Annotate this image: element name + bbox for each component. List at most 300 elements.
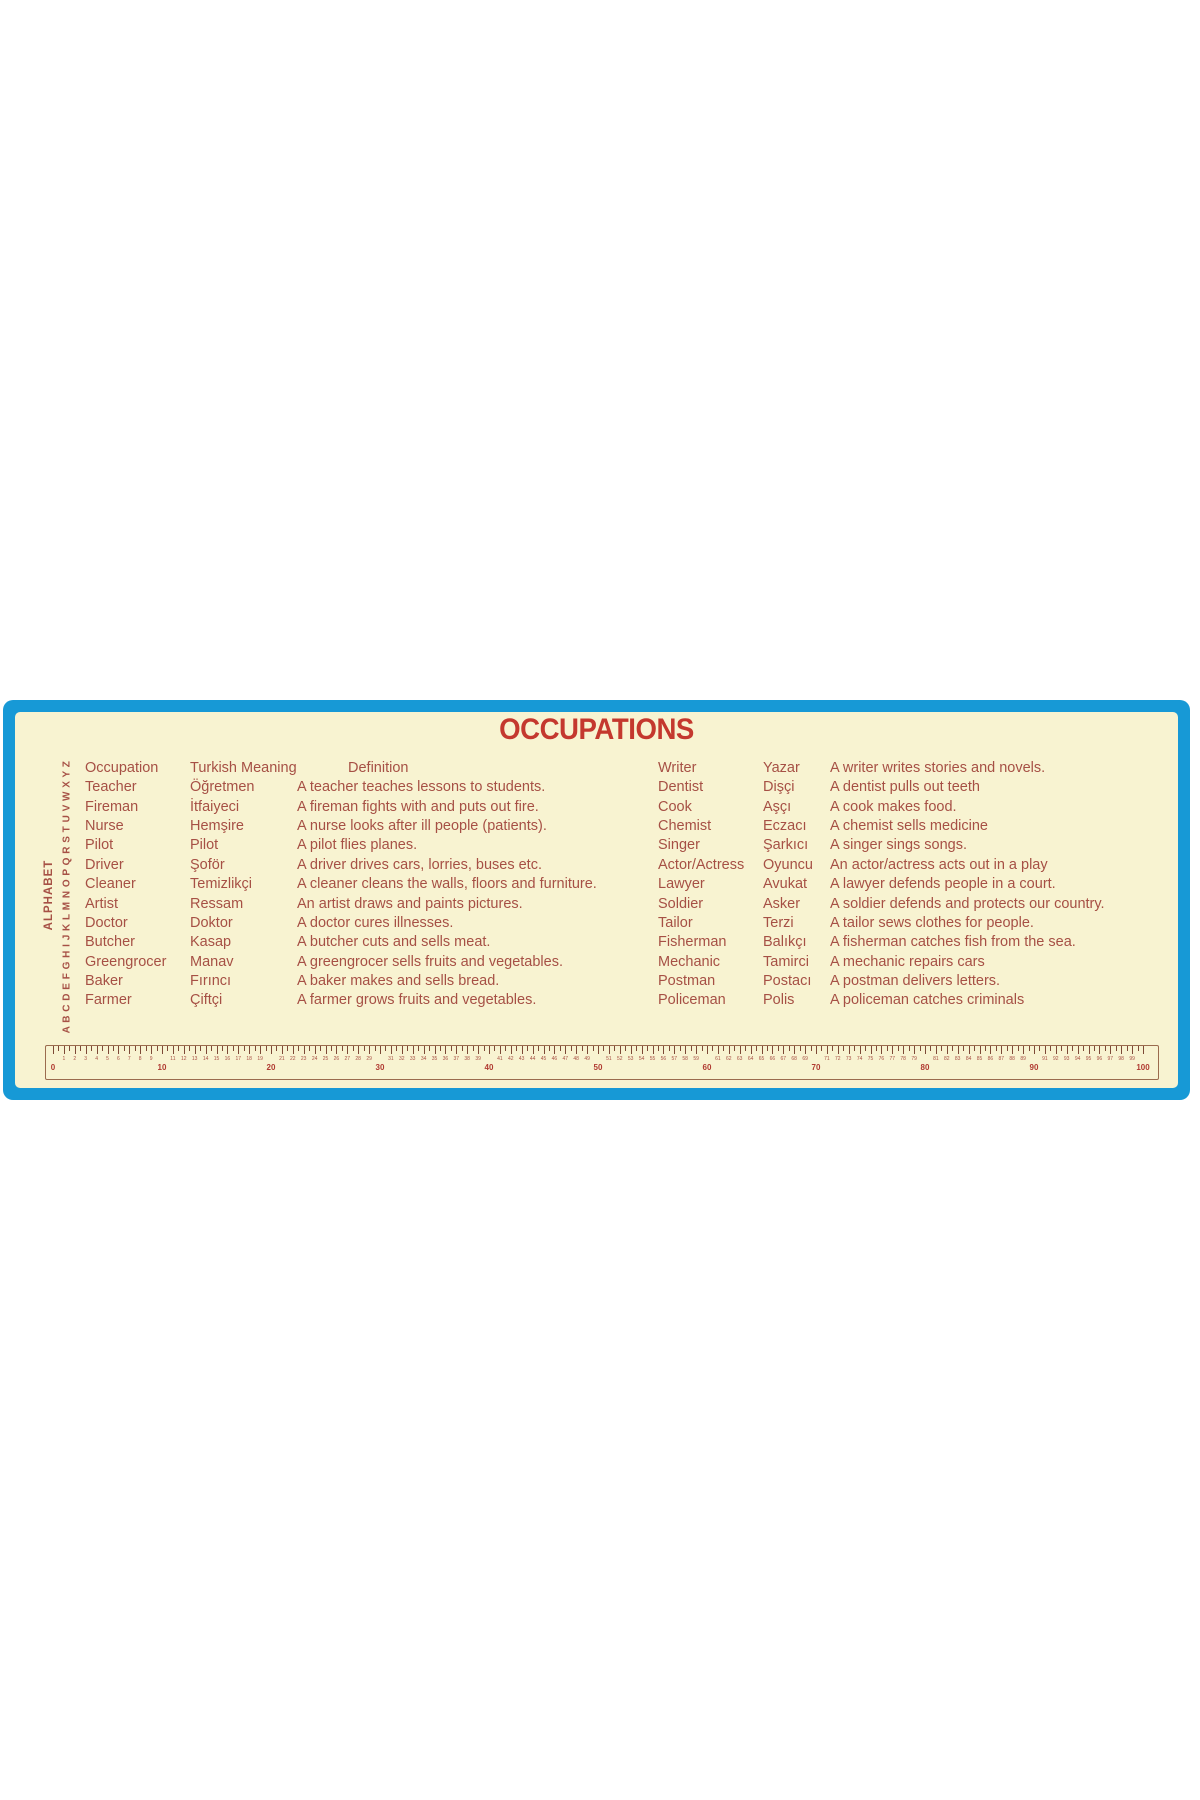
ruler-tick: [1061, 1046, 1062, 1051]
ruler-major-number: 50: [593, 1063, 603, 1072]
ruler-tick: [80, 1046, 81, 1051]
ruler-tick: [603, 1046, 604, 1051]
ruler-tick: [958, 1046, 959, 1054]
ruler-tick: [576, 1046, 577, 1054]
occupation-header: Occupation: [85, 760, 159, 776]
meaning-cell: Kasap: [190, 934, 232, 951]
ruler-minor-number: 21: [279, 1056, 285, 1062]
occupation-cell: Cleaner: [85, 876, 136, 893]
ruler-major-number: 100: [1136, 1063, 1150, 1072]
ruler-tick: [538, 1046, 539, 1051]
ruler-tick: [772, 1046, 773, 1054]
ruler-tick: [358, 1046, 359, 1054]
ruler-minor-number: 2: [73, 1056, 77, 1062]
ruler-tick: [751, 1046, 752, 1054]
meaning-cell: Oyuncu: [763, 856, 813, 873]
definition-cell: A doctor cures illnesses.: [297, 914, 454, 931]
ruler-minor-number: 97: [1107, 1056, 1114, 1062]
ruler-tick: [1029, 1046, 1030, 1051]
ruler-tick: [969, 1046, 970, 1054]
ruler-tick: [1034, 1046, 1035, 1054]
ruler-minor-number: 22: [290, 1056, 296, 1062]
ruler-minor-number: 61: [715, 1056, 721, 1062]
ruler-tick: [217, 1046, 218, 1054]
ruler-tick: [598, 1046, 599, 1054]
ruler-minor-number: 33: [409, 1056, 416, 1062]
ruler-minor-number: 35: [431, 1056, 438, 1062]
ruler-tick: [151, 1046, 152, 1054]
meaning-cell: Manav: [190, 953, 234, 970]
ruler-tick: [75, 1046, 76, 1054]
ruler-tick: [1045, 1046, 1046, 1054]
ruler-minor-number: 41: [497, 1056, 503, 1062]
ruler-tick: [424, 1046, 425, 1054]
ruler-minor-number: 85: [976, 1056, 983, 1062]
ruler-tick: [936, 1046, 937, 1054]
ruler-tick: [326, 1046, 327, 1054]
ruler-tick: [227, 1046, 228, 1054]
ruler-tick: [729, 1046, 730, 1054]
meaning-cell: Hemşire: [190, 818, 244, 835]
occupation-cell: Butcher: [85, 934, 135, 951]
ruler-minor-number: 79: [911, 1056, 917, 1062]
ruler-minor-number: 53: [627, 1056, 634, 1062]
ruler-tick: [178, 1046, 179, 1051]
definition-cell: A fisherman catches fish from the sea.: [830, 934, 1076, 951]
ruler-tick: [1007, 1046, 1008, 1051]
ruler-tick: [304, 1046, 305, 1054]
meaning-cell: Balıkçı: [763, 934, 807, 951]
ruler-tick: [990, 1046, 991, 1054]
ruler-tick: [712, 1046, 713, 1051]
ruler-tick: [849, 1046, 850, 1054]
ruler-tick: [1127, 1046, 1128, 1051]
occupation-cell: Mechanic: [658, 953, 721, 970]
occupation-cell: Teacher: [85, 779, 137, 796]
ruler-tick: [762, 1046, 763, 1054]
ruler-minor-number: 15: [213, 1056, 220, 1062]
ruler-tick: [97, 1046, 98, 1054]
meaning-cell: Aşçı: [763, 798, 792, 815]
ruler-tick: [140, 1046, 141, 1054]
ruler-minor-number: 75: [867, 1056, 874, 1062]
ruler-tick: [129, 1046, 130, 1054]
vocab-row: [658, 933, 1178, 952]
vocab-row: [85, 856, 708, 875]
ruler-tick: [418, 1046, 419, 1051]
meaning-cell: Temizlikçi: [190, 876, 253, 893]
ruler-tick: [887, 1046, 888, 1051]
ruler-tick: [200, 1046, 201, 1051]
ruler-minor-number: 69: [802, 1056, 808, 1062]
ruler-tick: [865, 1046, 866, 1051]
definition-cell: A nurse looks after ill people (patients).: [297, 818, 547, 835]
ruler-minor-number: 6: [117, 1056, 120, 1062]
ruler-minor-number: 31: [388, 1056, 394, 1062]
ruler-tick: [620, 1046, 621, 1054]
ruler-tick: [385, 1046, 386, 1051]
ruler-minor-number: 4: [95, 1056, 98, 1062]
ruler-minor-number: 24: [311, 1056, 318, 1062]
occupation-cell: Cook: [658, 798, 692, 815]
ruler-tick: [642, 1046, 643, 1054]
ruler-minor-number: 76: [878, 1056, 885, 1062]
ruler-tick: [718, 1046, 719, 1054]
ruler-tick: [930, 1046, 931, 1051]
ruler-tick: [255, 1046, 256, 1051]
ruler-minor-number: 18: [246, 1056, 252, 1062]
ruler-tick: [740, 1046, 741, 1054]
ruler-minor-number: 25: [322, 1056, 329, 1062]
ruler-tick: [1083, 1046, 1084, 1051]
ruler-minor-number: 91: [1042, 1056, 1048, 1062]
ruler-minor-number: 89: [1020, 1056, 1026, 1062]
meaning-cell: Avukat: [763, 876, 808, 893]
ruler-tick: [881, 1046, 882, 1054]
ruler-tick: [680, 1046, 681, 1051]
ruler-tick: [963, 1046, 964, 1051]
definition-cell: A driver drives cars, lorries, buses etc.: [297, 856, 542, 873]
ruler-tick: [489, 1046, 490, 1054]
ruler-tick: [783, 1046, 784, 1054]
ruler-tick: [1072, 1046, 1073, 1051]
occupation-cell: Actor/Actress: [658, 856, 745, 873]
ruler-tick: [287, 1046, 288, 1051]
ruler-tick: [914, 1046, 915, 1054]
ruler-major-number: 60: [702, 1063, 712, 1072]
ruler-minor-number: 74: [856, 1056, 863, 1062]
ruler-tick: [391, 1046, 392, 1054]
ruler-minor-number: 86: [987, 1056, 994, 1062]
ruler-tick: [244, 1046, 245, 1051]
meaning-cell: Yazar: [763, 760, 800, 776]
ruler-tick: [707, 1046, 708, 1054]
ruler-minor-number: 14: [202, 1056, 209, 1062]
definition-cell: A policeman catches criminals: [830, 992, 1025, 1009]
ruler-tick: [533, 1046, 534, 1054]
ruler-tick: [1138, 1046, 1139, 1051]
ruler-tick: [69, 1046, 70, 1051]
ruler-major-number: 10: [157, 1063, 167, 1072]
ruler-minor-number: 3: [84, 1056, 88, 1062]
ruler-tick: [1099, 1046, 1100, 1054]
definition-cell: A mechanic repairs cars: [830, 953, 985, 970]
ruler-tick: [1089, 1046, 1090, 1054]
blue-frame: [3, 700, 1190, 1100]
ruler-minor-number: 16: [224, 1056, 231, 1062]
vocab-table-right: [658, 759, 1178, 1011]
ruler-tick: [271, 1046, 272, 1054]
ruler-tick: [494, 1046, 495, 1051]
ruler-tick: [64, 1046, 65, 1054]
vocab-row: [85, 914, 708, 933]
definition-cell: A cook makes food.: [830, 798, 957, 815]
definition-cell: An actor/actress acts out in a play: [830, 856, 1048, 873]
ruler-tick: [636, 1046, 637, 1051]
vocab-row: [85, 972, 708, 991]
ruler-tick: [407, 1046, 408, 1051]
ruler-tick: [860, 1046, 861, 1054]
ruler-tick: [647, 1046, 648, 1051]
ruler-tick: [456, 1046, 457, 1054]
ruler-minor-number: 47: [562, 1056, 569, 1062]
ruler-tick: [920, 1046, 921, 1051]
definition-cell: A baker makes and sells bread.: [297, 972, 500, 989]
meaning-header: Turkish Meaning: [190, 760, 297, 776]
ruler-minor-number: 36: [442, 1056, 449, 1062]
ruler-tick: [1023, 1046, 1024, 1054]
ruler-tick: [794, 1046, 795, 1054]
ruler-tick: [544, 1046, 545, 1054]
ruler-minor-number: 48: [573, 1056, 579, 1062]
occupation-cell: Chemist: [658, 818, 712, 835]
vocab-rows-right: [658, 759, 1178, 1011]
ruler-tick: [1056, 1046, 1057, 1054]
ruler-minor-number: 59: [693, 1056, 699, 1062]
ruler-tick: [691, 1046, 692, 1051]
ruler-tick: [789, 1046, 790, 1051]
occupation-cell: Writer: [658, 760, 697, 776]
ruler-tick: [233, 1046, 234, 1051]
ruler-tick: [266, 1046, 267, 1051]
ruler-tick: [364, 1046, 365, 1051]
meaning-cell: Terzi: [763, 914, 794, 931]
vocab-row: [85, 933, 708, 952]
occupation-cell: Greengrocer: [85, 953, 167, 970]
ruler-tick: [396, 1046, 397, 1051]
ruler-tick: [1078, 1046, 1079, 1054]
definition-cell: A farmer grows fruits and vegetables.: [297, 992, 537, 1009]
ruler-minor-number: 58: [682, 1056, 688, 1062]
ruler-tick: [871, 1046, 872, 1054]
ruler-major-number: 40: [484, 1063, 494, 1072]
ruler-major-number: 70: [811, 1063, 821, 1072]
ruler-tick: [832, 1046, 833, 1051]
ruler-minor-number: 54: [638, 1056, 645, 1062]
ruler-major-number: 20: [266, 1063, 276, 1072]
ruler-tick: [211, 1046, 212, 1051]
ruler-tick: [260, 1046, 261, 1054]
ruler-tick: [157, 1046, 158, 1051]
meaning-cell: Şoför: [190, 856, 225, 873]
ruler-minor-number: 96: [1096, 1056, 1103, 1062]
ruler-tick: [827, 1046, 828, 1054]
ruler-tick: [298, 1046, 299, 1051]
ruler-tick: [980, 1046, 981, 1054]
occupation-cell: Lawyer: [658, 876, 705, 893]
vocab-header-row: [85, 759, 708, 778]
ruler-tick: [462, 1046, 463, 1051]
ruler-major-number: 80: [920, 1063, 930, 1072]
ruler-tick: [380, 1046, 381, 1054]
occupation-cell: Farmer: [85, 992, 132, 1009]
poster-title: OCCUPATIONS: [499, 713, 694, 746]
ruler-tick: [249, 1046, 250, 1054]
ruler-tick: [102, 1046, 103, 1051]
ruler-tick: [702, 1046, 703, 1051]
vocab-row: [658, 817, 1178, 836]
ruler-tick: [369, 1046, 370, 1054]
ruler-tick: [674, 1046, 675, 1054]
vocab-row: [85, 953, 708, 972]
vocab-table-left: [85, 759, 708, 1011]
ruler-tick: [206, 1046, 207, 1054]
ruler-tick: [996, 1046, 997, 1051]
ruler-tick: [238, 1046, 239, 1054]
ruler-minor-number: 71: [824, 1056, 830, 1062]
ruler-tick: [1116, 1046, 1117, 1051]
ruler-minor-number: 28: [355, 1056, 361, 1062]
ruler-tick: [309, 1046, 310, 1051]
ruler-tick: [800, 1046, 801, 1051]
ruler-tick: [767, 1046, 768, 1051]
definition-cell: A pilot flies planes.: [297, 837, 418, 854]
ruler-tick: [631, 1046, 632, 1054]
occupation-cell: Policeman: [658, 992, 726, 1009]
definition-cell: A lawyer defends people in a court.: [830, 876, 1056, 893]
ruler-tick: [353, 1046, 354, 1051]
definition-cell: A butcher cuts and sells meat.: [297, 934, 491, 951]
ruler-major-number: 0: [50, 1063, 56, 1072]
ruler-tick: [560, 1046, 561, 1051]
meaning-cell: Asker: [763, 895, 801, 912]
ruler-tick: [554, 1046, 555, 1054]
ruler-tick: [658, 1046, 659, 1051]
occupation-cell: Doctor: [85, 914, 128, 931]
meaning-cell: Postacı: [763, 972, 812, 989]
ruler-minor-number: 39: [475, 1056, 481, 1062]
definition-cell: An artist draws and paints pictures.: [297, 895, 523, 912]
occupation-cell: Pilot: [85, 837, 114, 854]
ruler-tick: [86, 1046, 87, 1054]
ruler-tick: [892, 1046, 893, 1054]
meaning-cell: Tamirci: [763, 953, 809, 970]
ruler-tick: [745, 1046, 746, 1051]
ruler-minor-number: 82: [944, 1056, 950, 1062]
occupation-cell: Baker: [85, 972, 123, 989]
ruler-tick: [1110, 1046, 1111, 1054]
definition-cell: A greengrocer sells fruits and vegetables.: [297, 953, 563, 970]
ruler-minor-number: 37: [453, 1056, 460, 1062]
vocab-row: [658, 836, 1178, 855]
ruler-minor-number: 43: [518, 1056, 525, 1062]
ruler-tick: [685, 1046, 686, 1054]
vocab-row: [658, 895, 1178, 914]
vocab-row: [658, 759, 1178, 778]
ruler-minor-number: 57: [671, 1056, 678, 1062]
ruler-tick: [778, 1046, 779, 1051]
ruler-tick: [473, 1046, 474, 1051]
ruler-minor-number: 65: [758, 1056, 765, 1062]
ruler-tick: [435, 1046, 436, 1054]
ruler-tick: [293, 1046, 294, 1054]
ruler-tick: [184, 1046, 185, 1054]
ruler-tick: [342, 1046, 343, 1051]
ruler-tick: [511, 1046, 512, 1054]
ruler-minor-number: 94: [1074, 1056, 1081, 1062]
ruler-tick: [108, 1046, 109, 1054]
meaning-cell: Öğretmen: [190, 779, 255, 796]
ruler-minor-number: 55: [649, 1056, 656, 1062]
ruler-minor-number: 7: [127, 1056, 131, 1062]
ruler-minor-number: 73: [845, 1056, 852, 1062]
ruler-tick: [876, 1046, 877, 1051]
ruler-tick: [445, 1046, 446, 1054]
alphabet-label: ALPHABET: [43, 859, 55, 931]
ruler-tick: [903, 1046, 904, 1054]
definition-cell: A fireman fights with and puts out fire.: [297, 798, 539, 815]
ruler-tick: [1094, 1046, 1095, 1051]
meaning-cell: Pilot: [190, 837, 219, 854]
ruler-tick: [816, 1046, 817, 1054]
ruler-minor-number: 49: [584, 1056, 590, 1062]
ruler-tick: [985, 1046, 986, 1051]
ruler-minor-number: 29: [366, 1056, 372, 1062]
ruler-tick: [669, 1046, 670, 1051]
ruler-tick: [522, 1046, 523, 1054]
ruler-tick: [413, 1046, 414, 1054]
vocab-row: [658, 953, 1178, 972]
ruler-tick: [173, 1046, 174, 1054]
ruler-tick: [1105, 1046, 1106, 1051]
ruler-tick: [282, 1046, 283, 1054]
ruler-tick: [58, 1046, 59, 1051]
ruler-tick: [571, 1046, 572, 1051]
vocab-row: [85, 798, 708, 817]
vocab-row: [658, 778, 1178, 797]
ruler-minor-number: 19: [257, 1056, 263, 1062]
ruler-tick: [1121, 1046, 1122, 1054]
definition-cell: A dentist pulls out teeth: [830, 779, 980, 796]
ruler-tick: [124, 1046, 125, 1051]
definition-cell: A tailor sews clothes for people.: [830, 914, 1034, 931]
vocab-row: [658, 972, 1178, 991]
ruler-major-number: 30: [375, 1063, 385, 1072]
ruler-tick: [451, 1046, 452, 1051]
ruler-tick: [734, 1046, 735, 1051]
definition-header: Definition: [348, 760, 409, 776]
ruler-minor-number: 51: [606, 1056, 612, 1062]
ruler-tick: [811, 1046, 812, 1051]
ruler-minor-number: 9: [149, 1056, 153, 1062]
ruler-minor-number: 84: [965, 1056, 972, 1062]
meaning-cell: Fırıncı: [190, 972, 232, 989]
ruler-tick: [276, 1046, 277, 1051]
ruler-tick: [1132, 1046, 1133, 1054]
ruler-minor-number: 99: [1129, 1056, 1135, 1062]
ruler-minor-number: 23: [300, 1056, 307, 1062]
occupation-cell: Fisherman: [658, 934, 727, 951]
occupation-cell: Singer: [658, 837, 700, 854]
ruler-tick: [925, 1046, 926, 1054]
ruler-minor-number: 98: [1118, 1056, 1124, 1062]
ruler-tick: [1001, 1046, 1002, 1054]
meaning-cell: İtfaiyeci: [190, 798, 240, 815]
ruler-tick: [429, 1046, 430, 1051]
definition-cell: A teacher teaches lessons to students.: [297, 779, 546, 796]
vocab-row: [85, 991, 708, 1010]
ruler-tick: [440, 1046, 441, 1051]
ruler-tick: [805, 1046, 806, 1054]
meaning-cell: Çiftçi: [190, 992, 223, 1009]
ruler-minor-number: 13: [191, 1056, 198, 1062]
ruler-minor-number: 83: [954, 1056, 961, 1062]
ruler-tick: [118, 1046, 119, 1054]
definition-cell: A postman delivers letters.: [830, 972, 1001, 989]
ruler-tick: [593, 1046, 594, 1051]
ruler-minor-number: 63: [736, 1056, 743, 1062]
ruler-major-number: 90: [1029, 1063, 1039, 1072]
